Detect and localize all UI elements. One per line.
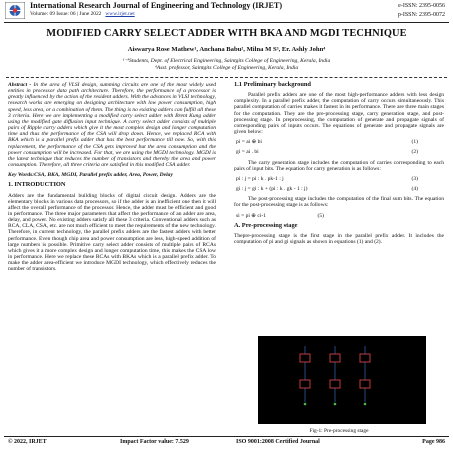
equation-3 <box>234 176 444 182</box>
right-column <box>234 82 444 249</box>
pissn: p-ISSN: 2395-0072 <box>397 12 445 18</box>
paper-affiliations <box>0 58 453 71</box>
equation-4-number: (4) <box>411 186 418 193</box>
post-paragraph: The post-processing stage includes the computation of the final sum bits. The equation for the post-processing stage is as follows: <box>234 196 444 209</box>
equation-2 <box>234 149 444 155</box>
irjet-logo-icon <box>5 2 25 19</box>
journal-header <box>0 0 453 22</box>
footer-iso: ISO 9001:2008 Certified Journal <box>236 439 320 445</box>
journal-volume <box>30 11 135 17</box>
left-column <box>8 82 216 277</box>
equation-2-text: gi = ai . bi <box>236 149 259 156</box>
equation-1-number: (1) <box>411 139 418 146</box>
footer-page-number: Page 986 <box>422 439 445 445</box>
paper-authors: Aiswarya Rose Mathew¹, Anchana Babu², Milna M S³, Er. Ashly John⁴ <box>127 46 326 53</box>
prelim-heading: 1.1 Preliminary background <box>234 81 311 88</box>
equation-3-text: pi : j = pi : k . pk-1 : j <box>236 175 284 182</box>
equation-5 <box>234 213 444 219</box>
keywords: Key Words:CSA, BKA, MGDI, Parallel prefix adder, Area, Power, Delay <box>8 172 173 179</box>
equation-5-number: (5) <box>317 212 324 219</box>
prelim-paragraph: Parallel prefix adders are one of the most high-performance adders with less design complexity. In a parallel prefix adder, the computation of carry occurs simultaneously. This parallel computation of carries makes it fastest in its performance. There are three main stages for the computation. They are the pre-processing stage, carry generation stage, and post-processing stage. In preprocessing, the computation of generate and propagate signals of corresponding pairs of inputs occurs. The equations of generate and propagate signals are given below: <box>234 92 444 136</box>
journal-name: International Research Journal of Engineering and Technology (IRJET) <box>30 1 283 10</box>
equation-1 <box>234 139 444 145</box>
preprocessing-heading: A. Pre-processing stage <box>234 221 298 229</box>
footer-copyright: © 2022, IRJET <box>8 439 47 445</box>
eissn: e-ISSN: 2395-0056 <box>398 3 445 9</box>
title-divider <box>6 77 447 78</box>
issn-block <box>398 2 445 20</box>
carry-paragraph: The carry generation stage includes the computation of carries corresponding to each pairs of input bits. The equation for carry generation is as follows: <box>234 159 444 172</box>
figure-preprocessing-stage <box>258 336 426 424</box>
intro-heading: 1. INTRODUCTION <box>8 181 66 189</box>
footer-rule <box>4 436 449 437</box>
header-rule <box>4 22 449 23</box>
equation-4-text: gi : j = gi : k + (pi : k . gk - 1 : j) <box>236 186 308 193</box>
abstract-text: In the area of VLSI design, summing circuits are one of the most widely used entities in processor data path architecture. Therefore, the performance of a processor is greatly influenced by the action of the resident adders. With the advances in VLSI technology, research works are emerging on designing architecture with low power consumption, high speed, less area, or a combination of them. The thing is no existing adders can fulfill all these 3 criteria. Here we are implementing a modified carry select adder with Brent Kung adder using the modified gate diffusion input technique. A carry select adder consists of multiple pairs of Ripple carry adders which give it the most complex design and longer computation time and thus the performance of the CSA will drop down. Hence, we replaced RCA with BKA which is a parallel prefix adder that has the best performance till now. So, with this replacement, the performance of the CSA gets improved but the area consumption and the power consumption will be increased. For that, we are using the MGDI technology. MGDI is the latest technique that reduces the number of transistors and thereby the area and power consumption. Therefore, all three criteria are satisfied in this modified CSA adder. <box>8 82 217 169</box>
abstract <box>8 82 216 168</box>
equation-3-number: (3) <box>411 175 418 182</box>
page-footer <box>0 439 453 451</box>
affiliation-professor: ⁴Asst. professor, Saintgits College of Engineering, Kerala, India <box>154 64 299 71</box>
intro-paragraph: Adders are the fundamental building blocks of digital circuit design. Adders are the elementary blocks in various data processors, so if the adder is an inefficient one then it will affect the overall performance of the processor. Hence, the adder must be efficient and good in performance. The three major parameters that affect the performance of an adder are area, delay, and power. No existing adders satisfy all these 3 criteria. Conventional adders such as RCA, CLA, CSA, etc. are not much efficient to meet the requirements of the new technology. Therefore, in current technology, the parallel prefix adders are the fastest adders with better performance. Even though chip area and power consumption are less, high-speed addition of large numbers is possible. Primitive carry select adder consists of multiple pairs of RCAs which gives it a more complex design and longer computation time, this makes the CSA low in performance. Here we replace these RCAs with BKAs which is a parallel prefix adder. To make the adder area-efficient we introduce MGDI technology, which effectively reduces the number of transistors. <box>8 192 216 273</box>
paper-title: MODIFIED CARRY SELECT ADDER WITH BKA AND MGDI TECHNIQUE <box>46 28 407 39</box>
figure-caption: Fig-1: Pre-processing stage <box>309 428 369 434</box>
equation-4 <box>234 186 444 192</box>
equation-5-text: si = pi ⊕ ci-1 <box>236 212 266 219</box>
website-link[interactable]: www.irjet.net <box>105 11 135 17</box>
abstract-label: Abstract - <box>8 82 32 88</box>
equation-2-number: (2) <box>411 149 418 156</box>
equation-1-text: pi = ai ⊕ bi <box>236 139 262 146</box>
footer-impact-factor: Impact Factor value: 7.529 <box>120 439 189 445</box>
volume-info: Volume: 09 Issue: 06 | June 2022 <box>30 11 102 17</box>
preprocessing-paragraph: Thepre-processing stage is the first stage in the parallel prefix adder. It includes the computation of pi and gi signals as shown in equations (1) and (2). <box>234 232 444 245</box>
affiliation-students: ¹⁻³Students, Dept. of Electrical Engineering, Saintgits College of Engineering, Kerala, India <box>122 58 331 64</box>
